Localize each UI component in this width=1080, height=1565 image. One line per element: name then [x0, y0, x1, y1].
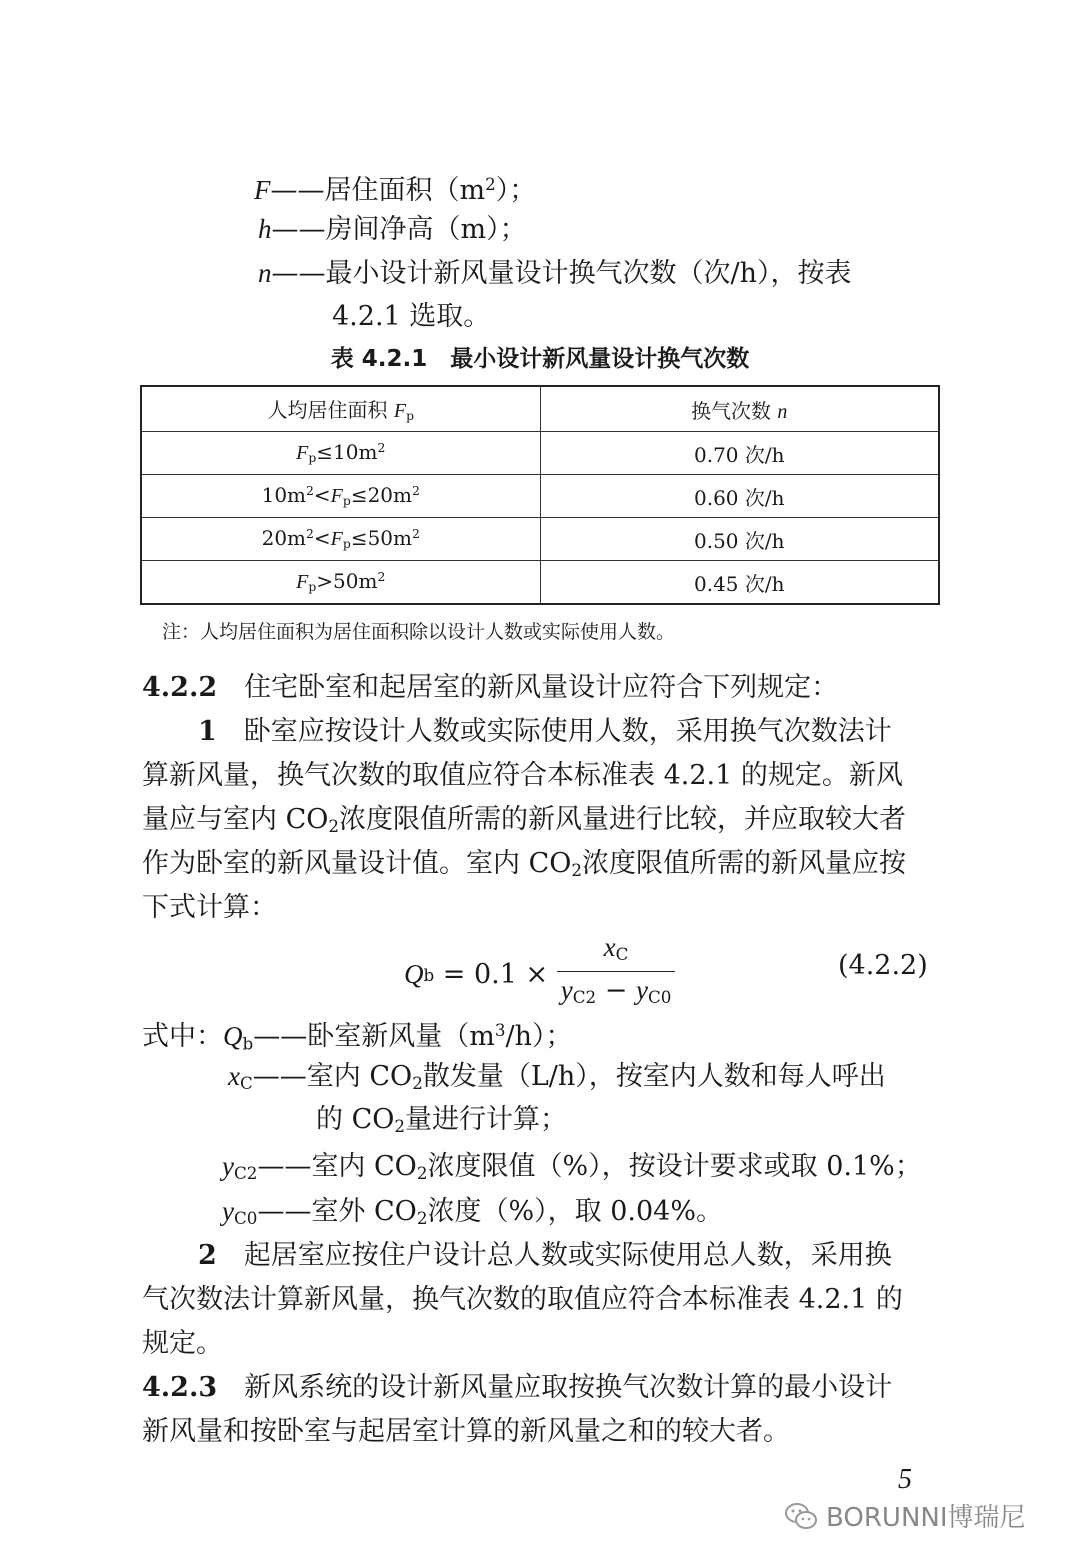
var-def-n: [258, 251, 852, 296]
table-note: 注：人均居住面积为居住面积除以设计人数或实际使用人数。: [162, 621, 676, 643]
header-symbol: F: [393, 400, 407, 423]
paragraph-line: [198, 1234, 892, 1278]
subscript: 2: [412, 1073, 423, 1094]
section-title: 住宅卧室和起居室的新风量设计应符合下列规定：: [244, 672, 839, 703]
watermark-text: BORUNNI博瑞尼: [826, 1503, 1026, 1533]
page-number: 5: [898, 1464, 912, 1495]
table-row: [141, 518, 939, 561]
var-symbol: n: [258, 258, 272, 288]
section-4-2-2-heading: [142, 666, 838, 710]
symbol: F: [296, 442, 309, 465]
subscript: p: [308, 579, 317, 595]
subscript: b: [423, 964, 435, 985]
formula-4-2-2: [404, 932, 675, 1017]
watermark: [784, 1497, 1026, 1534]
paragraph-line: 气次数法计算新风量，换气次数的取值应符合本标准表 4.2.1 的: [142, 1284, 903, 1315]
area-cell: [141, 432, 540, 475]
column-header-area: [141, 386, 540, 432]
table-row: [141, 475, 939, 518]
range-text: ≤20m: [350, 483, 412, 508]
subscript: p: [406, 408, 414, 424]
var-desc-end: ）；: [495, 175, 537, 207]
var-symbol: F: [254, 175, 271, 206]
range-text: 10m: [261, 483, 307, 508]
subscript: C2: [572, 987, 597, 1008]
symbol: y: [222, 1196, 234, 1226]
symbol: y: [635, 975, 648, 1006]
var-desc: ——居住面积（m: [270, 175, 486, 207]
symbol: Q: [223, 1021, 243, 1052]
subscript: C2: [233, 1163, 258, 1184]
range-op: <: [313, 526, 331, 551]
minus: −: [596, 975, 636, 1007]
section-number: 4.2.2: [142, 672, 218, 703]
subscript: C: [615, 944, 629, 965]
text: /h）；: [505, 1021, 573, 1053]
range-text: 20m: [261, 526, 307, 551]
formula-label: (4.2.2): [838, 950, 928, 981]
paragraph-line: [142, 842, 906, 892]
superscript: 2: [377, 569, 386, 585]
item-number: 2: [198, 1240, 217, 1271]
paragraph-line: 新风量和按卧室与起居室计算的新风量之和的较大者。: [142, 1416, 790, 1447]
symbol: F: [330, 528, 343, 551]
range-text: >50m: [316, 569, 378, 594]
subscript: b: [242, 1033, 254, 1054]
paragraph-line: [142, 798, 906, 848]
formula-fraction: [557, 930, 676, 1015]
superscript: 2: [306, 526, 314, 542]
wechat-icon: [784, 1501, 818, 1531]
var-def-n-cont: 4.2.1 选取。: [332, 301, 491, 332]
formula-lhs: Q: [404, 959, 424, 990]
text: 浓度限值（%），按设计要求或取 0.1%；: [427, 1151, 922, 1182]
subscript: C0: [647, 987, 672, 1008]
text: 起居室应按住户设计总人数或实际使用总人数，采用换: [243, 1240, 892, 1271]
text: 的 CO: [316, 1104, 395, 1135]
symbol: F: [296, 571, 309, 594]
superscript: 2: [412, 526, 420, 542]
symbol: y: [222, 1151, 234, 1181]
superscript: 2: [412, 483, 420, 499]
subscript: C0: [233, 1208, 258, 1229]
var-symbol: h: [258, 214, 272, 244]
where-yc0: [222, 1189, 723, 1240]
range-text: ≤50m: [350, 526, 412, 551]
symbol: x: [228, 1061, 240, 1091]
air-change-table: [140, 385, 940, 605]
var-desc: ——最小设计新风量设计换气次数（次/h），按表: [271, 258, 852, 289]
fraction-numerator: [557, 930, 676, 972]
rate-cell: 0.45 次/h: [540, 561, 939, 605]
symbol: F: [330, 485, 343, 508]
subscript: 2: [328, 816, 340, 837]
item-number: 1: [198, 716, 217, 747]
table-title: 表 4.2.1 最小设计新风量设计换气次数: [330, 346, 750, 372]
paragraph-line: [198, 710, 892, 754]
paragraph-line: 下式计算：: [142, 892, 277, 923]
subscript: 2: [394, 1116, 406, 1137]
table-row: [141, 432, 939, 475]
superscript: 3: [494, 1020, 506, 1040]
subscript: C: [239, 1073, 253, 1094]
text: 量应与室内 CO: [142, 804, 329, 835]
superscript: 2: [485, 174, 496, 194]
superscript: 2: [306, 483, 314, 499]
superscript: 2: [377, 440, 386, 456]
symbol: x: [603, 932, 616, 962]
where-xc-cont: [316, 1098, 567, 1148]
subscript: 2: [416, 1208, 428, 1229]
where-prefix: 式中：: [142, 1021, 223, 1053]
section-4-2-3-heading: [142, 1366, 892, 1410]
var-def-F: [254, 162, 536, 213]
area-cell: [141, 561, 540, 605]
subscript: 2: [416, 1163, 428, 1184]
text: ——卧室新风量（m: [253, 1021, 495, 1053]
section-number: 4.2.3: [142, 1372, 218, 1403]
text: ——室内 CO: [252, 1061, 413, 1092]
text: 浓度限值所需的新风量进行比较，并应取较大者: [339, 804, 907, 835]
where-yc2: [222, 1144, 922, 1195]
header-text: 人均居住面积: [267, 398, 394, 423]
text: 作为卧室的新风量设计值。室内 CO: [142, 848, 572, 879]
area-cell: [141, 518, 540, 561]
range-text: ≤10m: [316, 440, 378, 465]
range-op: <: [313, 483, 331, 508]
text: ——室外 CO: [257, 1196, 417, 1227]
table-row: [141, 561, 939, 605]
paragraph-line: 算新风量，换气次数的取值应符合本标准表 4.2.1 的规定。新风: [142, 760, 903, 791]
text: ——室内 CO: [257, 1151, 417, 1182]
text: 浓度限值所需的新风量应按: [582, 848, 907, 879]
column-header-rate: [540, 386, 939, 432]
subscript: p: [308, 450, 317, 466]
rate-cell: 0.50 次/h: [540, 518, 939, 561]
subscript: 2: [571, 860, 583, 881]
header-text: 换气次数: [691, 398, 778, 423]
text: 量进行计算；: [405, 1104, 568, 1135]
area-cell: [141, 475, 540, 518]
text: 新风系统的设计新风量应取按换气次数计算的最小设计: [244, 1372, 893, 1403]
subscript: p: [342, 493, 351, 509]
header-symbol: n: [777, 400, 788, 423]
var-desc: ——房间净高（m）；: [271, 214, 527, 245]
rate-cell: 0.60 次/h: [540, 475, 939, 518]
var-def-h: [258, 207, 527, 252]
paragraph-line: 规定。: [142, 1328, 223, 1359]
rate-cell: 0.70 次/h: [540, 432, 939, 475]
fraction-denominator: [557, 972, 676, 1015]
symbol: y: [560, 975, 573, 1006]
table-header-row: [141, 386, 939, 432]
subscript: p: [342, 536, 351, 552]
formula-eq: = 0.1 ×: [434, 959, 557, 991]
text: 散发量（L/h），按室内人数和每人呼出: [422, 1061, 886, 1092]
text: 卧室应按设计人数或实际使用人数，采用换气次数法计: [243, 716, 892, 747]
text: 浓度（%），取 0.04%。: [427, 1196, 723, 1227]
